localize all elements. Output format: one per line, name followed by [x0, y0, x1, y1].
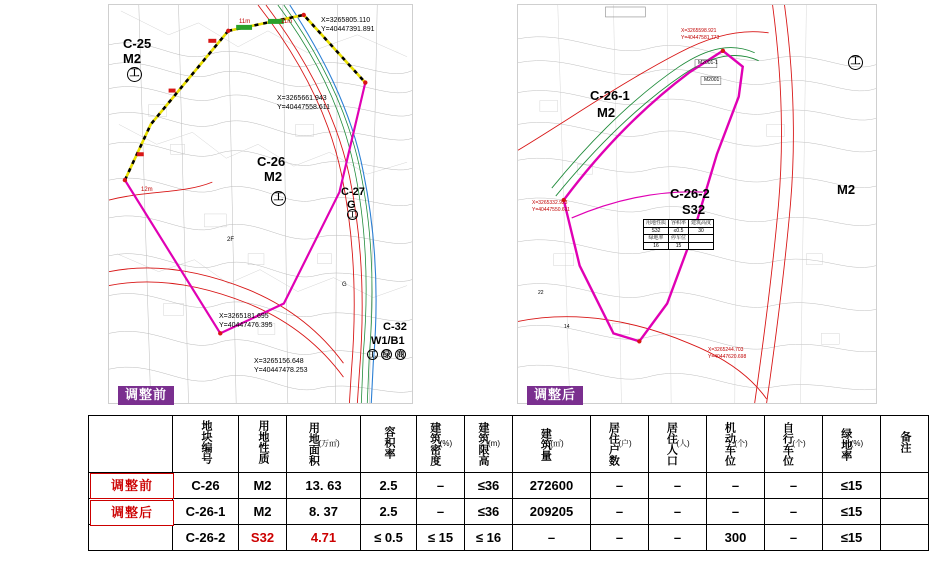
map-before-dim-2: 12m: [141, 187, 153, 193]
cell-car-parking: 300: [707, 525, 765, 551]
mini-td-4: 15: [669, 242, 689, 250]
cell-households: –: [591, 473, 649, 499]
cell-floor-area: 209205: [513, 499, 591, 525]
cell-bike-parking: –: [765, 525, 823, 551]
mini-th-3: 绿地率: [644, 235, 669, 243]
map-before-coord-1: Y=40447391.891: [321, 26, 375, 33]
cell-population: –: [649, 473, 707, 499]
cell-car-parking: –: [707, 473, 765, 499]
header-green-ratio: 绿地率 (%): [823, 416, 881, 473]
mini-th-2: 建筑高度: [689, 220, 714, 228]
map-after-note-1: 14: [564, 324, 570, 330]
cell-green-ratio: ≤15: [823, 473, 881, 499]
map-before-coord-5: Y=40447476.395: [219, 322, 273, 329]
header-floor-area: 建筑量 (㎡): [513, 416, 591, 473]
row-tag-before: 调整前: [90, 473, 174, 499]
map-panel-before: [108, 4, 413, 404]
industrial-use-icon: 工: [368, 350, 377, 359]
map-before-coord-7: Y=40447478.253: [254, 367, 308, 374]
mini-td-2: 30: [689, 227, 714, 235]
indicator-table-wrap: [88, 415, 911, 551]
mini-td-1: ≤0.5: [669, 227, 689, 235]
map-after-note-0: 22: [538, 290, 544, 296]
industrial-use-icon: 工: [127, 67, 142, 82]
cell-remarks: [881, 473, 929, 499]
mini-th-0: 用地性质: [644, 220, 669, 228]
header-car-parking: 机动车位 (个): [707, 416, 765, 473]
cell-car-parking: –: [707, 499, 765, 525]
cell-land-use: M2: [239, 473, 287, 499]
parcel-attribute-mini-table: [643, 219, 714, 250]
cell-height-limit: ≤36: [465, 473, 513, 499]
cell-far: 2.5: [361, 499, 417, 525]
map-after-coord-1: Y=40447581.773: [681, 35, 720, 41]
map-panel-after: [517, 4, 877, 404]
map-before-label-5: G: [347, 199, 356, 211]
header-land-area: 用地面积 (万㎡): [287, 416, 361, 473]
green-use-icon: 绿: [382, 350, 391, 359]
cell-remarks: [881, 525, 929, 551]
cell-floor-area: –: [513, 525, 591, 551]
map-before-label-7: W1/B1: [371, 335, 405, 347]
caption-before: 调整前: [118, 386, 174, 405]
map-before-coord-4: X=3265181.695: [219, 313, 269, 320]
map-after-coord-0: X=3265598.921: [681, 28, 717, 34]
indicator-table: [88, 415, 929, 551]
commercial-use-icon: 商: [396, 350, 405, 359]
header-building-density: 建筑密度 (%): [417, 416, 465, 473]
cell-floor-area: 272600: [513, 473, 591, 499]
cell-bike-parking: –: [765, 473, 823, 499]
cell-far: 2.5: [361, 473, 417, 499]
header-households: 居住户数 (户): [591, 416, 649, 473]
map-after-parcel-code-1: M2001: [704, 77, 720, 83]
header-population: 居住人口 (人): [649, 416, 707, 473]
cell-land-use: S32: [239, 525, 287, 551]
cell-far: ≤ 0.5: [361, 525, 417, 551]
map-before-label-4: C-27: [341, 186, 365, 198]
cell-parcel-code: C-26-2: [173, 525, 239, 551]
row-label-spacer: [89, 525, 173, 551]
header-remarks: 备注: [881, 416, 929, 473]
map-after-coord-3: Y=40447550.611: [532, 207, 570, 213]
table-row: [89, 525, 929, 551]
map-after-label-3: S32: [682, 202, 706, 217]
mini-td-3: 16: [644, 242, 669, 250]
map-before-label-1: M2: [123, 51, 142, 66]
header-spacer: [89, 416, 173, 473]
header-far: 容积率: [361, 416, 417, 473]
mini-th-5: [689, 235, 714, 243]
cell-green-ratio: ≤15: [823, 499, 881, 525]
caption-after: 调整后: [527, 386, 583, 405]
map-before-label-6: C-32: [383, 321, 407, 333]
cell-height-limit: ≤36: [465, 499, 513, 525]
map-after-parcel-code-0: M2001-1: [698, 60, 718, 66]
mini-td-5: [689, 242, 714, 250]
industrial-use-icon: 工: [348, 210, 357, 219]
mini-th-4: 停车位: [669, 235, 689, 243]
map-before-coord-6: X=3265156.648: [254, 358, 304, 365]
map-after-label-0: C-26-1: [590, 88, 630, 103]
cell-land-area: 8. 37: [287, 499, 361, 525]
cell-parcel-code: C-26-1: [173, 499, 239, 525]
map-after-label-4: M2: [837, 182, 856, 197]
map-before-label-0: C-25: [123, 36, 152, 51]
map-before-graphic: [109, 5, 412, 403]
row-tag-after: 调整后: [90, 500, 174, 526]
header-bike-parking: 自行车位 (个): [765, 416, 823, 473]
industrial-use-icon: 工: [271, 191, 286, 206]
table-row: [89, 499, 929, 525]
map-after-label-1: M2: [597, 105, 616, 120]
cell-remarks: [881, 499, 929, 525]
industrial-use-icon: 工: [848, 55, 863, 70]
header-parcel-code: 地块编号: [173, 416, 239, 473]
table-header-row: [89, 416, 929, 473]
cell-households: –: [591, 525, 649, 551]
cell-land-area: 4.71: [287, 525, 361, 551]
map-after-coord-4: X=3265244.703: [708, 347, 744, 353]
cell-bike-parking: –: [765, 499, 823, 525]
header-land-use: 用地性质: [239, 416, 287, 473]
table-row: [89, 473, 929, 499]
map-before-label-2: C-26: [257, 154, 286, 169]
map-after-coord-2: X=3265332.923: [532, 200, 568, 206]
map-before-label-3: M2: [264, 169, 283, 184]
map-before-note-0: 2F: [227, 237, 235, 243]
cell-land-use: M2: [239, 499, 287, 525]
cell-height-limit: ≤ 16: [465, 525, 513, 551]
map-before-dim-0: 11m: [239, 19, 251, 25]
mini-td-0: S32: [644, 227, 669, 235]
cell-building-density: –: [417, 473, 465, 499]
cell-population: –: [649, 499, 707, 525]
mini-th-1: 容积率: [669, 220, 689, 228]
header-height-limit: 建筑限高 (m): [465, 416, 513, 473]
map-after-label-2: C-26-2: [670, 186, 710, 201]
cell-population: –: [649, 525, 707, 551]
cell-building-density: ≤ 15: [417, 525, 465, 551]
map-before-coord-3: Y=40447558.611: [277, 104, 331, 111]
cell-parcel-code: C-26: [173, 473, 239, 499]
map-before-coord-0: X=3265805.110: [321, 17, 371, 24]
map-after-coord-5: Y=40447620.698: [708, 354, 747, 360]
cell-green-ratio: ≤15: [823, 525, 881, 551]
cell-households: –: [591, 499, 649, 525]
cell-land-area: 13. 63: [287, 473, 361, 499]
map-before-note-1: G: [342, 282, 347, 288]
map-before-dim-1: 11m: [281, 19, 293, 25]
map-before-coord-2: X=3265661.943: [277, 95, 327, 102]
cell-building-density: –: [417, 499, 465, 525]
